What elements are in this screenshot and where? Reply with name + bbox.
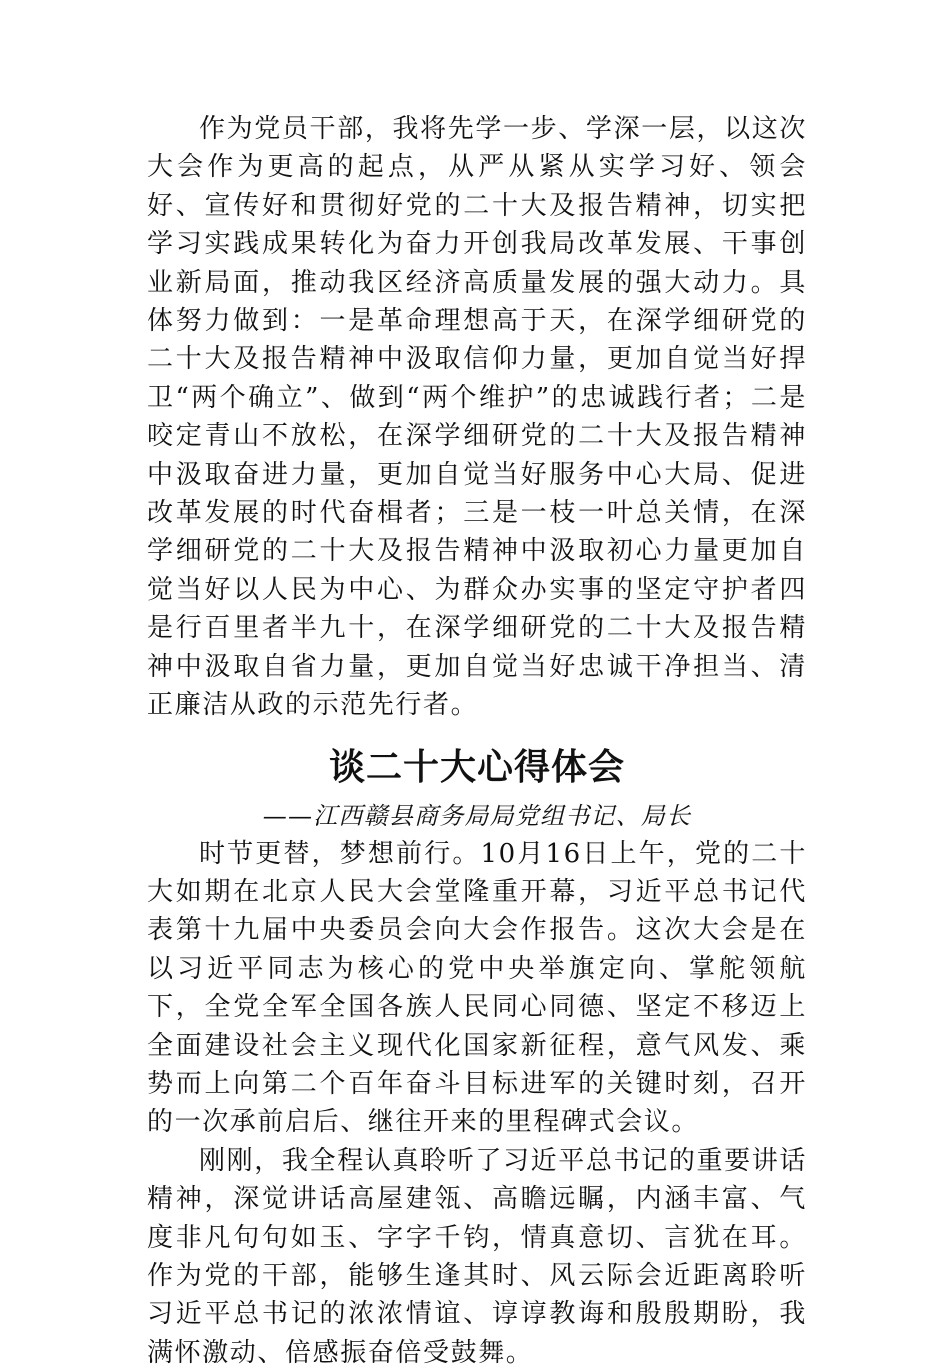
document-page [147,110,807,1372]
author-byline: ——江西赣县商务局局党组书记、局长 [262,801,692,830]
article-title: 谈二十大心得体会 [328,745,625,788]
body-paragraph-commitments: 作为党员干部，我将先学一步、学深一层，以这次大会作为更高的起点，从严从紧从实学习好、领会好、宣传好和贯彻好党的二十大及报告精神，切实把学习实践成果转化为奋力开创我局改革发展、干事创业新局面，推动我区经济高质量发展的强大动力。具体努力做到：一是革命理想高于天，在深学细研党的二十大及报告精神中汲取信仰力量，更加自觉当好捍卫“两个确立”、做到“两个维护”的忠诚践行者；二是咬定青山不放松，在深学细研党的二十大及报告精神中汲取奋进力量，更加自觉当好服务中心大局、促进改革发展的时代奋楫者；三是一枝一叶总关情，在深学细研党的二十大及报告精神中汲取初心力量更加自觉当好以人民为中心、为群众办实事的坚定守护者四是行百里者半九十，在深学细研党的二十大及报告精神中汲取自省力量，更加自觉当好忠诚干净担当、清正廉洁从政的示范先行者。 [147,114,807,721]
body-paragraph-opening: 时节更替，梦想前行。10月16日上午，党的二十大如期在北京人民大会堂隆重开幕，习近平总书记代表第十九届中央委员会向大会作报告。这次大会是在以习近平同志为核心的党中央举旗定向、掌舵领航下，全党全军全国各族人民同心同德、坚定不移迈上全面建设社会主义现代化国家新征程，意气风发、乘势而上向第二个百年奋斗目标进军的关键时刻，召开的一次承前启后、继往开来的里程碑式会议。 [147,838,807,1138]
body-paragraph-reflection: 刚刚，我全程认真聆听了习近平总书记的重要讲话精神，深觉讲话高屋建瓴、高瞻远瞩，内涵丰富、气度非凡句句如玉、字字千钧，情真意切、言犹在耳。作为党的干部，能够生逢其时、风云际会近距离聆听习近平总书记的浓浓情谊、谆谆教诲和殷殷期盼，我满怀激动、倍感振奋倍受鼓舞。 [147,1145,807,1368]
